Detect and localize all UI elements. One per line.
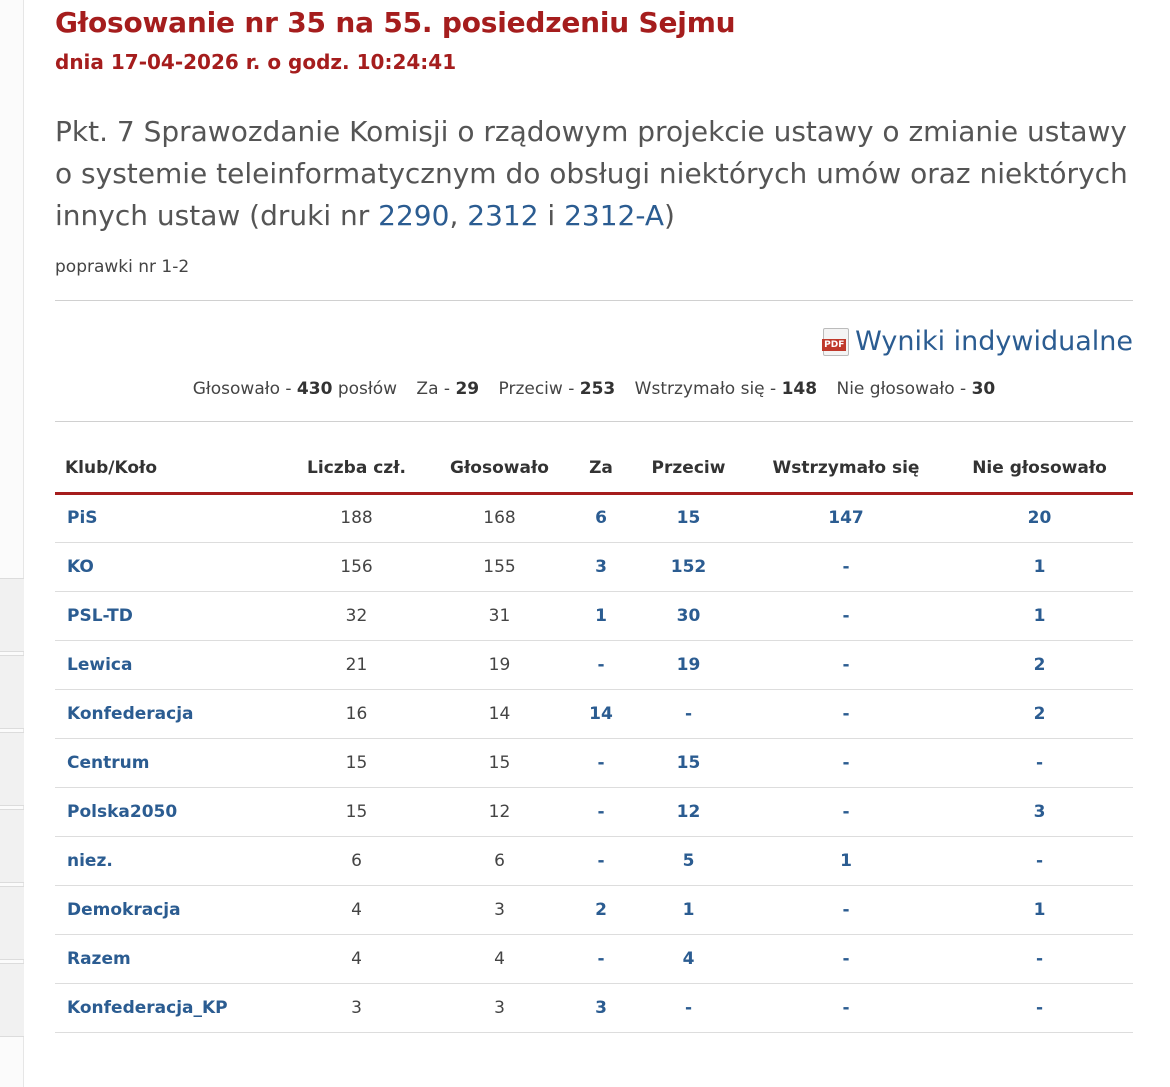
wstrzymalo-count: -: [746, 591, 946, 640]
table-row: [55, 885, 1133, 934]
wstrzymalo-count: -: [746, 689, 946, 738]
amendments-label: poprawki nr 1-2: [55, 257, 190, 277]
individual-results-pdf-link[interactable]: [823, 326, 1133, 357]
druk-link-2290[interactable]: 2290: [378, 199, 450, 232]
table-row: [55, 836, 1133, 885]
wstrzymalo-count[interactable]: 1: [746, 836, 946, 885]
wstrzymalo-count: -: [746, 787, 946, 836]
header-voted[interactable]: Głosowało: [428, 445, 571, 493]
summary-nie-label: Nie głosowało -: [836, 379, 972, 399]
przeciw-count[interactable]: 4: [631, 934, 746, 983]
za-count[interactable]: 14: [571, 689, 631, 738]
members-count: 4: [285, 934, 428, 983]
przeciw-count[interactable]: 12: [631, 787, 746, 836]
wstrzymalo-count: -: [746, 934, 946, 983]
za-count: -: [571, 640, 631, 689]
przeciw-count: -: [631, 983, 746, 1032]
wstrzymalo-count: -: [746, 738, 946, 787]
club-name[interactable]: Centrum: [55, 738, 285, 787]
table-row: [55, 738, 1133, 787]
za-count: -: [571, 934, 631, 983]
voted-count: 14: [428, 689, 571, 738]
header-club[interactable]: Klub/Koło: [55, 445, 285, 493]
table-row: [55, 787, 1133, 836]
sidebar-tab[interactable]: [0, 886, 24, 960]
voted-count: 4: [428, 934, 571, 983]
voted-count: 155: [428, 542, 571, 591]
header-wstrzymalo[interactable]: Wstrzymało się: [746, 445, 946, 493]
club-name[interactable]: Polska2050: [55, 787, 285, 836]
vote-summary: [55, 379, 1133, 399]
sidebar-tab[interactable]: [0, 809, 24, 883]
club-name[interactable]: Lewica: [55, 640, 285, 689]
nie-glosowalo-count: -: [946, 983, 1133, 1032]
table-row: [55, 493, 1133, 542]
club-name[interactable]: Konfederacja: [55, 689, 285, 738]
za-count[interactable]: 1: [571, 591, 631, 640]
members-count: 15: [285, 787, 428, 836]
przeciw-count[interactable]: 19: [631, 640, 746, 689]
header-members[interactable]: Liczba czł.: [285, 445, 428, 493]
summary-za-value: 29: [455, 379, 480, 399]
header-za[interactable]: Za: [571, 445, 631, 493]
za-count[interactable]: 3: [571, 542, 631, 591]
table-header-row: [55, 445, 1133, 493]
summary-przeciw-label: Przeciw -: [498, 379, 580, 399]
wstrzymalo-count: -: [746, 640, 946, 689]
voted-count: 6: [428, 836, 571, 885]
nie-glosowalo-count[interactable]: 20: [946, 493, 1133, 542]
voted-count: 3: [428, 983, 571, 1032]
nie-glosowalo-count[interactable]: 1: [946, 885, 1133, 934]
wstrzymalo-count[interactable]: 147: [746, 493, 946, 542]
za-count: -: [571, 738, 631, 787]
nie-glosowalo-count: -: [946, 934, 1133, 983]
przeciw-count: -: [631, 689, 746, 738]
topic-separator: ,: [449, 199, 468, 232]
nie-glosowalo-count: -: [946, 738, 1133, 787]
za-count[interactable]: 6: [571, 493, 631, 542]
pdf-icon-label: PDF: [824, 339, 845, 350]
summary-wstrzymalo-value: 148: [781, 379, 818, 399]
za-count[interactable]: 2: [571, 885, 631, 934]
members-count: 21: [285, 640, 428, 689]
przeciw-count[interactable]: 15: [631, 738, 746, 787]
sidebar-tab[interactable]: [0, 578, 24, 652]
za-count: -: [571, 836, 631, 885]
club-name[interactable]: PiS: [55, 493, 285, 542]
members-count: 188: [285, 493, 428, 542]
voted-count: 12: [428, 787, 571, 836]
header-przeciw[interactable]: Przeciw: [631, 445, 746, 493]
voted-count: 168: [428, 493, 571, 542]
vote-datetime: dnia 17-04-2026 r. o godz. 10:24:41: [55, 50, 457, 74]
przeciw-count[interactable]: 30: [631, 591, 746, 640]
za-count: -: [571, 787, 631, 836]
table-row: [55, 640, 1133, 689]
table-row: [55, 983, 1133, 1032]
topic-text: Pkt. 7 Sprawozdanie Komisji o rządowym projekcie ustawy o zmianie ustawy o systemie teleinformatycznym do obsługi niektórych umów oraz niektórych innych ustaw (druki nr: [55, 115, 1128, 232]
club-name[interactable]: Demokracja: [55, 885, 285, 934]
za-count[interactable]: 3: [571, 983, 631, 1032]
pdf-icon: [823, 328, 849, 356]
summary-przeciw-value: 253: [579, 379, 616, 399]
members-count: 32: [285, 591, 428, 640]
members-count: 6: [285, 836, 428, 885]
voted-count: 3: [428, 885, 571, 934]
club-name[interactable]: Konfederacja_KP: [55, 983, 285, 1032]
przeciw-count[interactable]: 1: [631, 885, 746, 934]
divider: [55, 421, 1133, 422]
przeciw-count[interactable]: 152: [631, 542, 746, 591]
left-sidebar-strip: [0, 0, 24, 1087]
vote-topic: [55, 111, 1133, 237]
nie-glosowalo-count: -: [946, 836, 1133, 885]
wstrzymalo-count: -: [746, 542, 946, 591]
table-row: [55, 591, 1133, 640]
club-name[interactable]: KO: [55, 542, 285, 591]
voted-count: 19: [428, 640, 571, 689]
nie-glosowalo-count[interactable]: 3: [946, 787, 1133, 836]
summary-voted-label: Głosowało -: [192, 379, 297, 399]
page-title: Głosowanie nr 35 na 55. posiedzeniu Sejmu: [55, 6, 736, 39]
table-row: [55, 934, 1133, 983]
nie-glosowalo-count[interactable]: 1: [946, 542, 1133, 591]
club-name[interactable]: Razem: [55, 934, 285, 983]
przeciw-count[interactable]: 5: [631, 836, 746, 885]
members-count: 3: [285, 983, 428, 1032]
divider: [55, 300, 1133, 301]
members-count: 15: [285, 738, 428, 787]
members-count: 16: [285, 689, 428, 738]
club-name[interactable]: PSL-TD: [55, 591, 285, 640]
header-nie-glosowalo[interactable]: Nie głosowało: [946, 445, 1133, 493]
pdf-link-label: Wyniki indywidualne: [855, 326, 1133, 357]
club-name[interactable]: niez.: [55, 836, 285, 885]
voted-count: 31: [428, 591, 571, 640]
summary-za-label: Za -: [416, 379, 456, 399]
sidebar-tab[interactable]: [0, 655, 24, 729]
voted-count: 15: [428, 738, 571, 787]
przeciw-count[interactable]: 15: [631, 493, 746, 542]
summary-voted-value: 430: [296, 379, 333, 399]
results-table: [55, 445, 1133, 1033]
druk-link-2312[interactable]: 2312: [467, 199, 539, 232]
nie-glosowalo-count[interactable]: 2: [946, 640, 1133, 689]
summary-nie-value: 30: [971, 379, 996, 399]
wstrzymalo-count: -: [746, 885, 946, 934]
topic-text-end: ): [664, 199, 675, 232]
members-count: 4: [285, 885, 428, 934]
summary-voted-unit: posłów: [332, 379, 398, 399]
table-row: [55, 542, 1133, 591]
nie-glosowalo-count[interactable]: 1: [946, 591, 1133, 640]
sidebar-tab[interactable]: [0, 732, 24, 806]
nie-glosowalo-count[interactable]: 2: [946, 689, 1133, 738]
druk-link-2312-a[interactable]: 2312-A: [564, 199, 665, 232]
wstrzymalo-count: -: [746, 983, 946, 1032]
table-row: [55, 689, 1133, 738]
summary-wstrzymalo-label: Wstrzymało się -: [634, 379, 782, 399]
topic-separator: i: [538, 199, 565, 232]
members-count: 156: [285, 542, 428, 591]
sidebar-tab[interactable]: [0, 963, 24, 1037]
